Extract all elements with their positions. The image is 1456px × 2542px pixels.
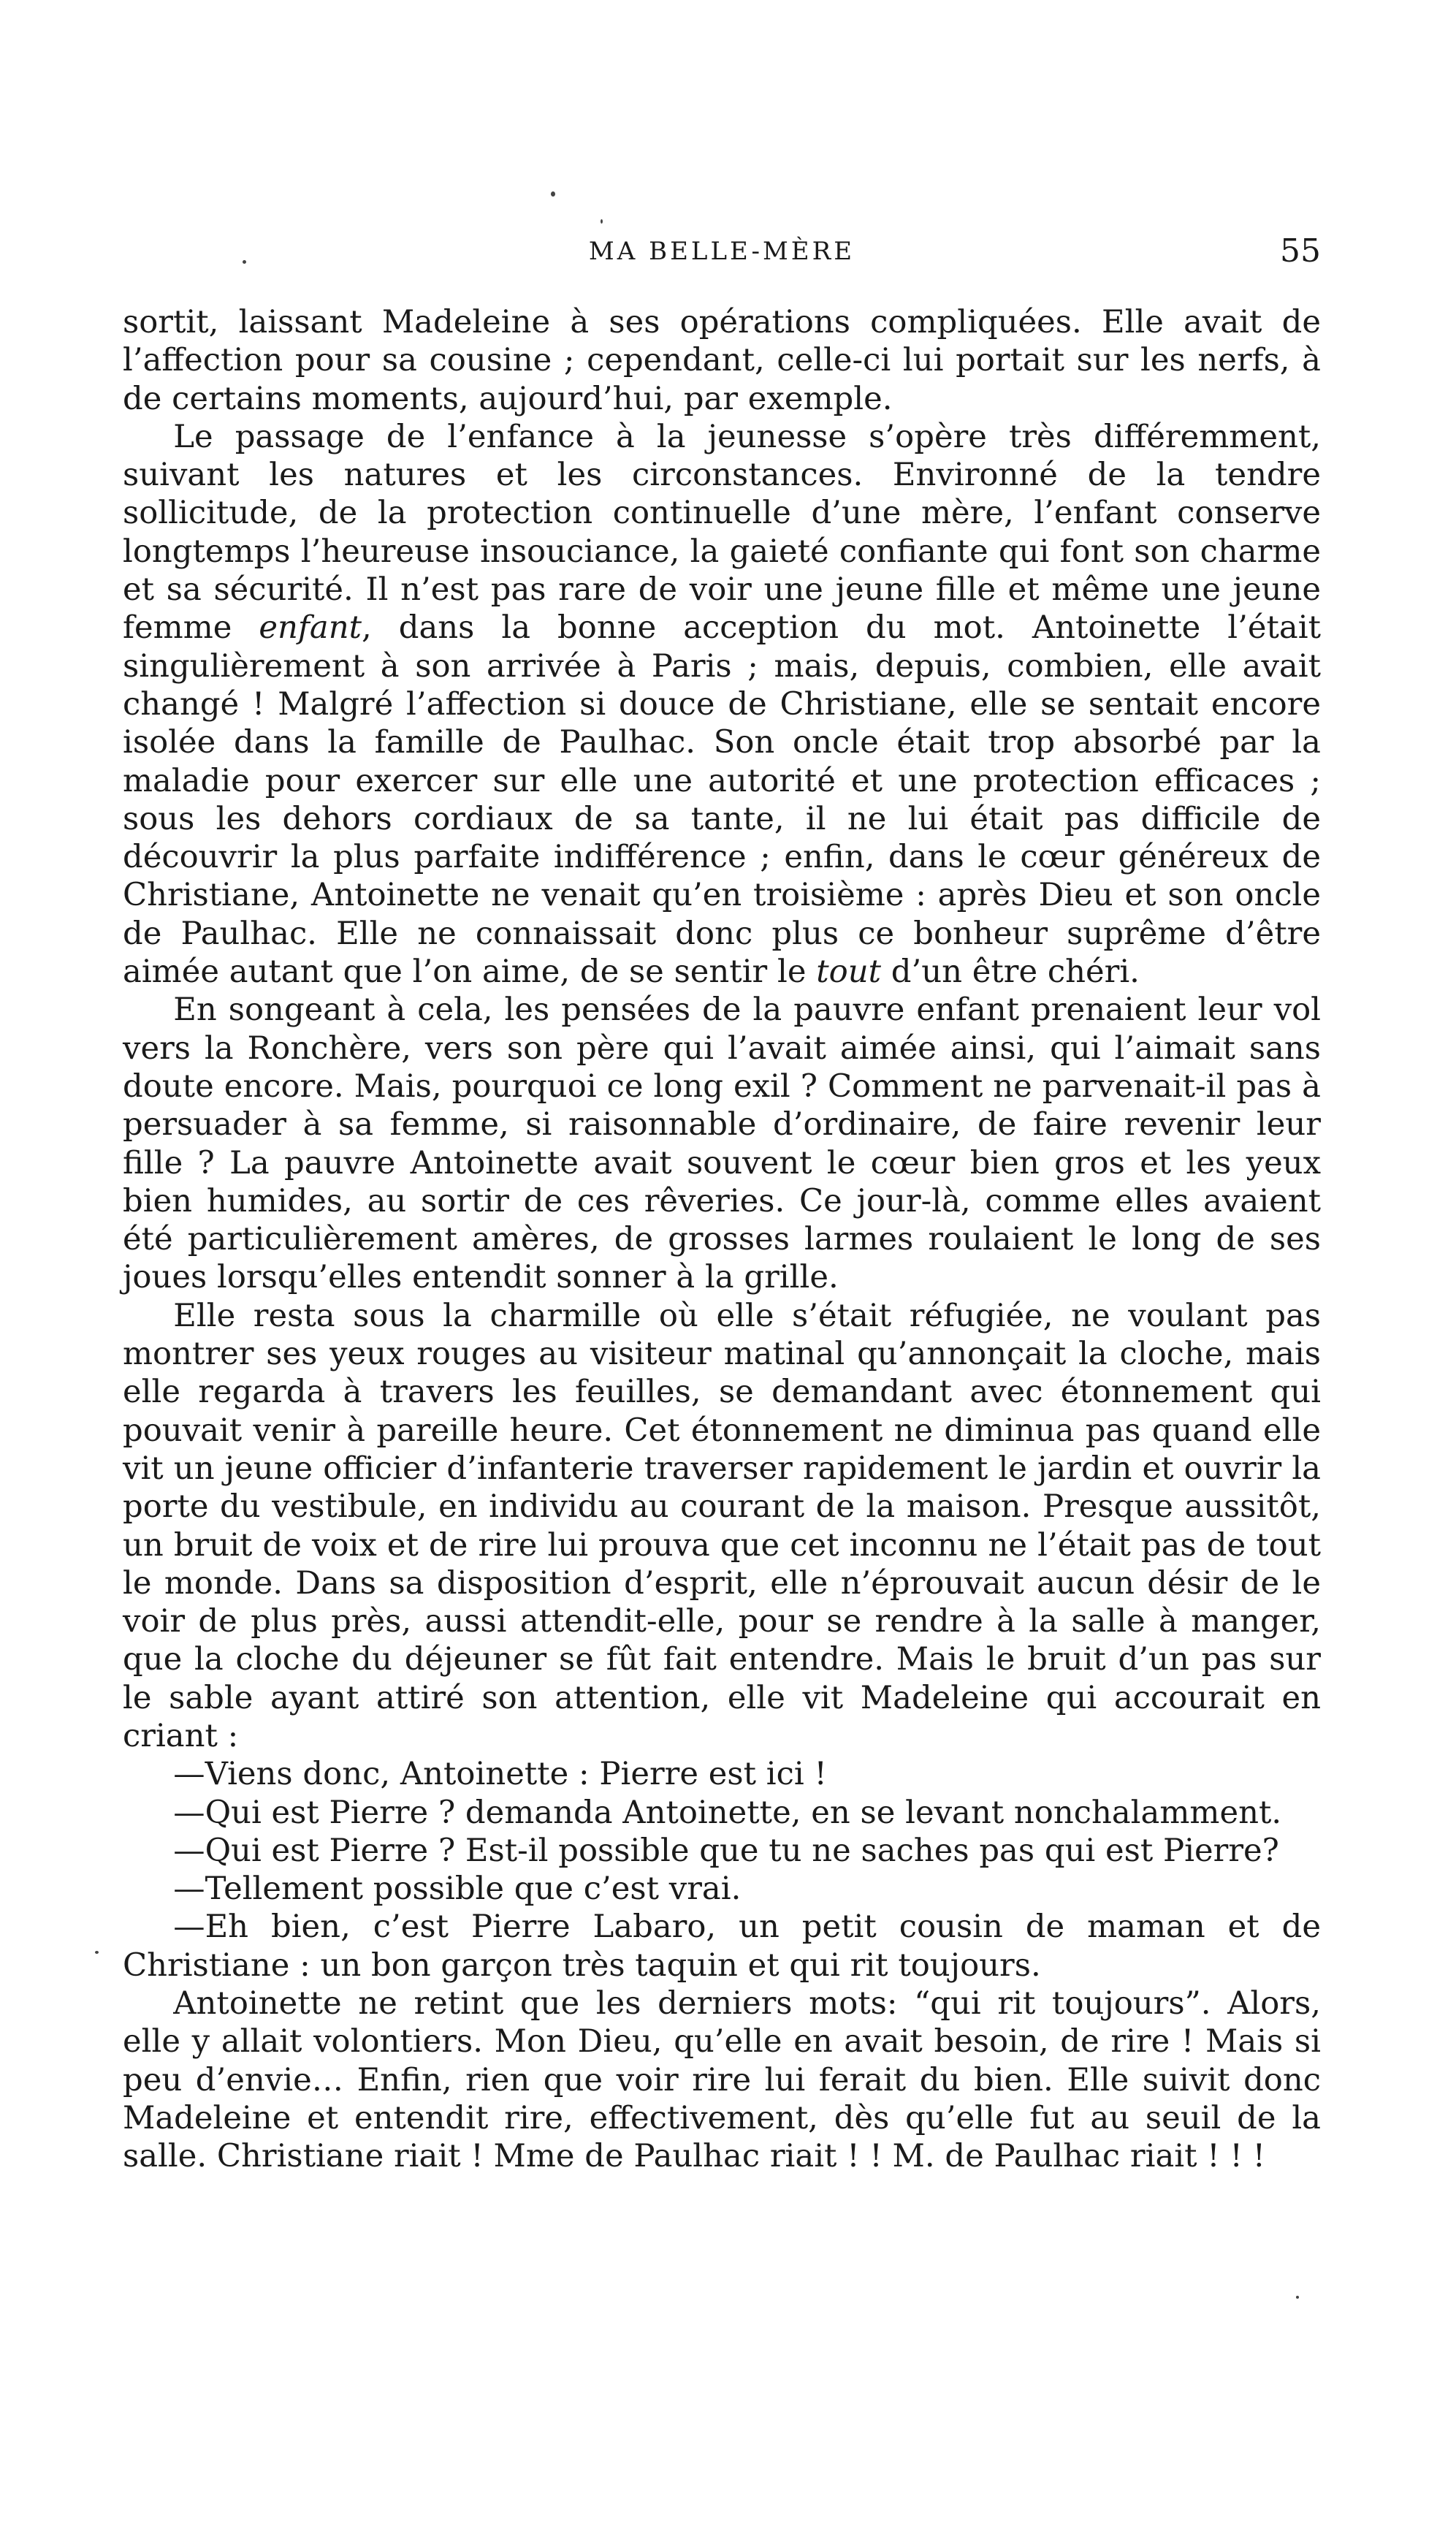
italic-text: tout bbox=[816, 954, 881, 991]
paragraph bbox=[123, 1794, 1321, 1832]
print-speck bbox=[1296, 2296, 1299, 2299]
paragraph bbox=[123, 303, 1321, 418]
print-speck bbox=[95, 1951, 99, 1954]
page-number: 55 bbox=[1280, 232, 1321, 270]
italic-text: enfant bbox=[259, 609, 362, 647]
paragraph bbox=[123, 1908, 1321, 1984]
paragraph bbox=[123, 1297, 1321, 1756]
paragraph bbox=[123, 1870, 1321, 1908]
print-speck bbox=[601, 219, 603, 224]
text-run: d’un être chéri. bbox=[881, 954, 1140, 991]
text-run: Antoinette ne retint que les derniers mots: “qui rit toujours”. Alors, elle y allait volontiers. Mon Dieu, qu’elle en avait besoin, de rire ! Mais si peu d’envie… Enfin, rien que voir rire lui ferait du bien. Elle suivit donc Madeleine et entendit rire, effectivement, dès qu’elle fut au seuil de la salle. Christiane riait ! Mme de Paulhac riait ! ! M. de Paulhac riait ! ! ! bbox=[123, 1985, 1321, 2175]
text-run: sortit, laissant Madeleine à ses opérations compliquées. Elle avait de l’affection pour sa cousine ; cependant, celle-ci lui portait sur les nerfs, à de certains moments, aujourd’hui, par exemple. bbox=[123, 304, 1321, 417]
print-speck bbox=[551, 191, 555, 197]
text-run: —Tellement possible que c’est vrai. bbox=[173, 1871, 742, 1908]
text-run: Le passage de l’enfance à la jeunesse s’opère très différemment, suivant les natures et les circonstances. Environné de la tendre sollicitude, de la protection continuelle d’une mère, l’enfant conserve longtemps l’heureuse insouciance, la gaieté confiante qui font son charme et sa sécurité. Il n’est pas rare de voir une jeune fille et même une jeune femme bbox=[123, 418, 1321, 647]
text-run: En songeant à cela, les pensées de la pauvre enfant prenaient leur vol vers la Ronchère, vers son père qui l’avait aimée ainsi, qui l’aimait sans doute encore. Mais, pourquoi ce long exil ? Comment ne parvenait-il pas à persuader à sa femme, si raisonnable d’ordinaire, de faire revenir leur fille ? La pauvre Antoinette avait souvent le cœur bien gros et les yeux bien humides, au sortir de ces rêveries. Ce jour-là, comme elles avaient été particulièrement amères, de grosses larmes roulaient le long de ses joues lorsqu’elles entendit sonner à la grille. bbox=[123, 992, 1321, 1296]
text-run: , dans la bonne acception du mot. Antoinette l’était singulièrement à son arrivée à Paris ; mais, depuis, combien, elle avait changé ! Malgré l’affection si douce de Christiane, elle se sentait encore isolée dans la famille de Paulhac. Son oncle était trop absorbé par la maladie pour exercer sur elle une autorité et une protection efficaces ; sous les dehors cordiaux de sa tante, il ne lui était pas difficile de découvrir la plus parfaite indifférence ; enfin, dans le cœur généreux de Christiane, Antoinette ne venait qu’en troisième : après Dieu et son oncle de Paulhac. Elle ne connaissait donc plus ce bonheur suprême d’être aimée autant que l’on aime, de se sentir le bbox=[123, 609, 1321, 991]
body-text bbox=[123, 303, 1321, 2176]
paragraph bbox=[123, 418, 1321, 991]
paragraph bbox=[123, 1755, 1321, 1793]
text-run: Elle resta sous la charmille où elle s’était réfugiée, ne voulant pas montrer ses yeux rouges au visiteur matinal qu’annonçait la cloche, mais elle regarda à travers les feuilles, se demandant avec étonnement qui pouvait venir à pareille heure. Cet étonnement ne diminua pas quand elle vit un jeune officier d’infanterie traverser rapidement le jardin et ouvrir la porte du vestibule, en individu au courant de la maison. Presque aussitôt, un bruit de voix et de rire lui prouva que cet inconnu ne l’était pas de tout le monde. Dans sa disposition d’esprit, elle n’éprouvait aucun désir de le voir de plus près, aussi attendit-elle, pour se rendre à la salle à manger, que la cloche du déjeuner se fût fait entendre. Mais le bruit d’un pas sur le sable ayant attiré son attention, elle vit Madeleine qui accourait en criant : bbox=[123, 1297, 1321, 1754]
paragraph bbox=[123, 1832, 1321, 1870]
text-run: —Eh bien, c’est Pierre Labaro, un petit cousin de maman et de Christiane : un bon garçon très taquin et qui rit toujours. bbox=[123, 1909, 1321, 1984]
print-speck bbox=[243, 260, 246, 264]
text-run: —Qui est Pierre ? Est-il possible que tu ne saches pas qui est Pierre? bbox=[173, 1832, 1279, 1869]
paragraph bbox=[123, 1984, 1321, 2175]
paragraph bbox=[123, 991, 1321, 1296]
text-run: —Viens donc, Antoinette : Pierre est ici ! bbox=[173, 1756, 827, 1793]
text-run: —Qui est Pierre ? demanda Antoinette, en se levant nonchalamment. bbox=[173, 1794, 1282, 1831]
running-head bbox=[123, 232, 1321, 276]
running-title: MA BELLE-MÈRE bbox=[588, 237, 855, 266]
